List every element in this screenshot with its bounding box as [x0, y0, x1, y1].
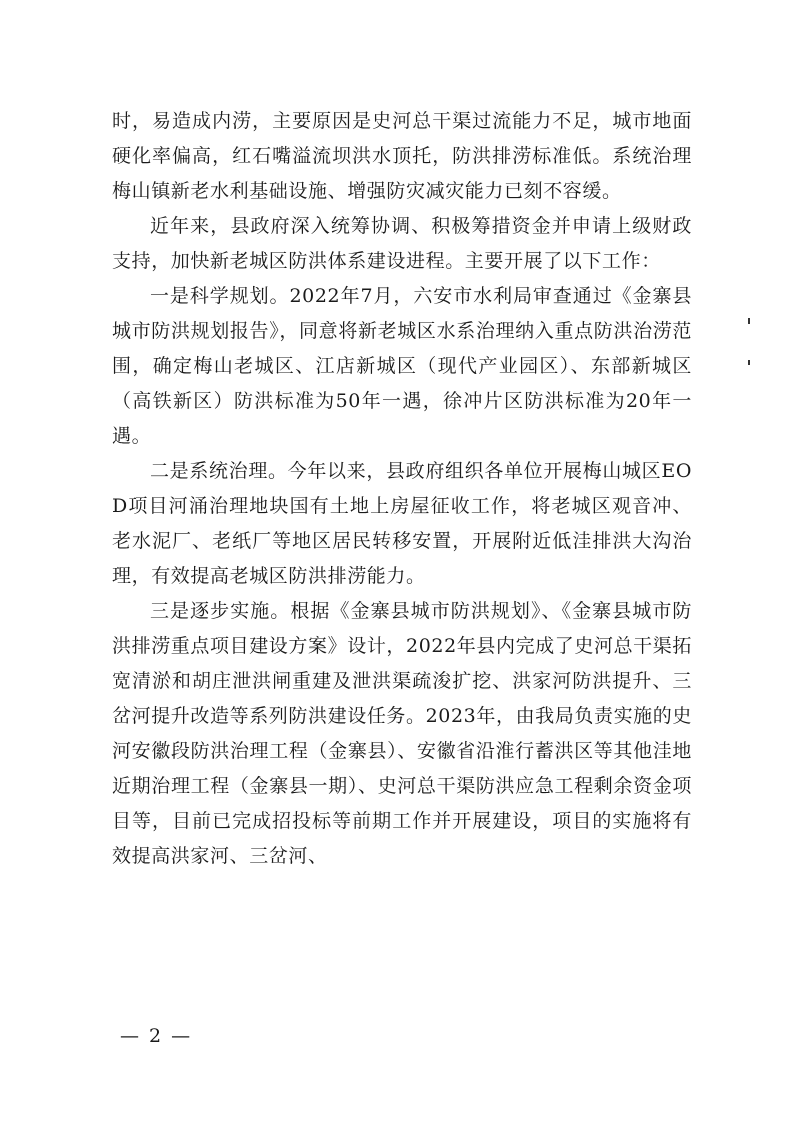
page-number: — 2 —	[120, 1025, 193, 1047]
document-body	[112, 104, 692, 874]
paragraph-5: 三是逐步实施。根据《金寨县城市防洪规划》、《金寨县城市防洪排涝重点项目建设方案》设计，2022年县内完成了史河总干渠拓宽清淤和胡庄泄洪闸重建及泄洪渠疏浚扩挖、洪家河防洪提升、三岔河提升改造等系列防洪建设任务。2023年，由我局负责实施的史河安徽段防洪治理工程（金寨县）、安徽省沿淮行蓄洪区等其他洼地近期治理工程（金寨县一期）、史河总干渠防洪应急工程剩余资金项目等，目前已完成招投标等前期工作并开展建设，项目的实施将有效提高洪家河、三岔河、	[112, 600, 692, 867]
paragraph-4: 二是系统治理。今年以来，县政府组织各单位开展梅山城区EOD项目河涌治理地块国有土地上房屋征收工作，将老城区观音冲、老水泥厂、老纸厂等地区居民转移安置，开展附近低洼排洪大沟治理，有效提高老城区防洪排涝能力。	[112, 460, 692, 587]
scan-speck	[748, 360, 750, 365]
paragraph-3: 一是科学规划。2022年7月，六安市水利局审查通过《金寨县城市防洪规划报告》，同意将新老城区水系治理纳入重点防洪治涝范围，确定梅山老城区、江店新城区（现代产业园区）、东部新城区（高铁新区）防洪标准为50年一遇，徐冲片区防洪标准为20年一遇。	[112, 285, 692, 447]
paragraph-1: 时，易造成内涝，主要原因是史河总干渠过流能力不足，城市地面硬化率偏高，红石嘴溢流坝洪水顶托，防洪排涝标准低。系统治理梅山镇新老水利基础设施、增强防灾减灾能力已刻不容缓。	[112, 110, 692, 202]
scan-speck	[748, 318, 750, 324]
paragraph-2: 近年来，县政府深入统筹协调、积极筹措资金并申请上级财政支持，加快新老城区防洪体系建设进程。主要开展了以下工作：	[112, 215, 692, 272]
